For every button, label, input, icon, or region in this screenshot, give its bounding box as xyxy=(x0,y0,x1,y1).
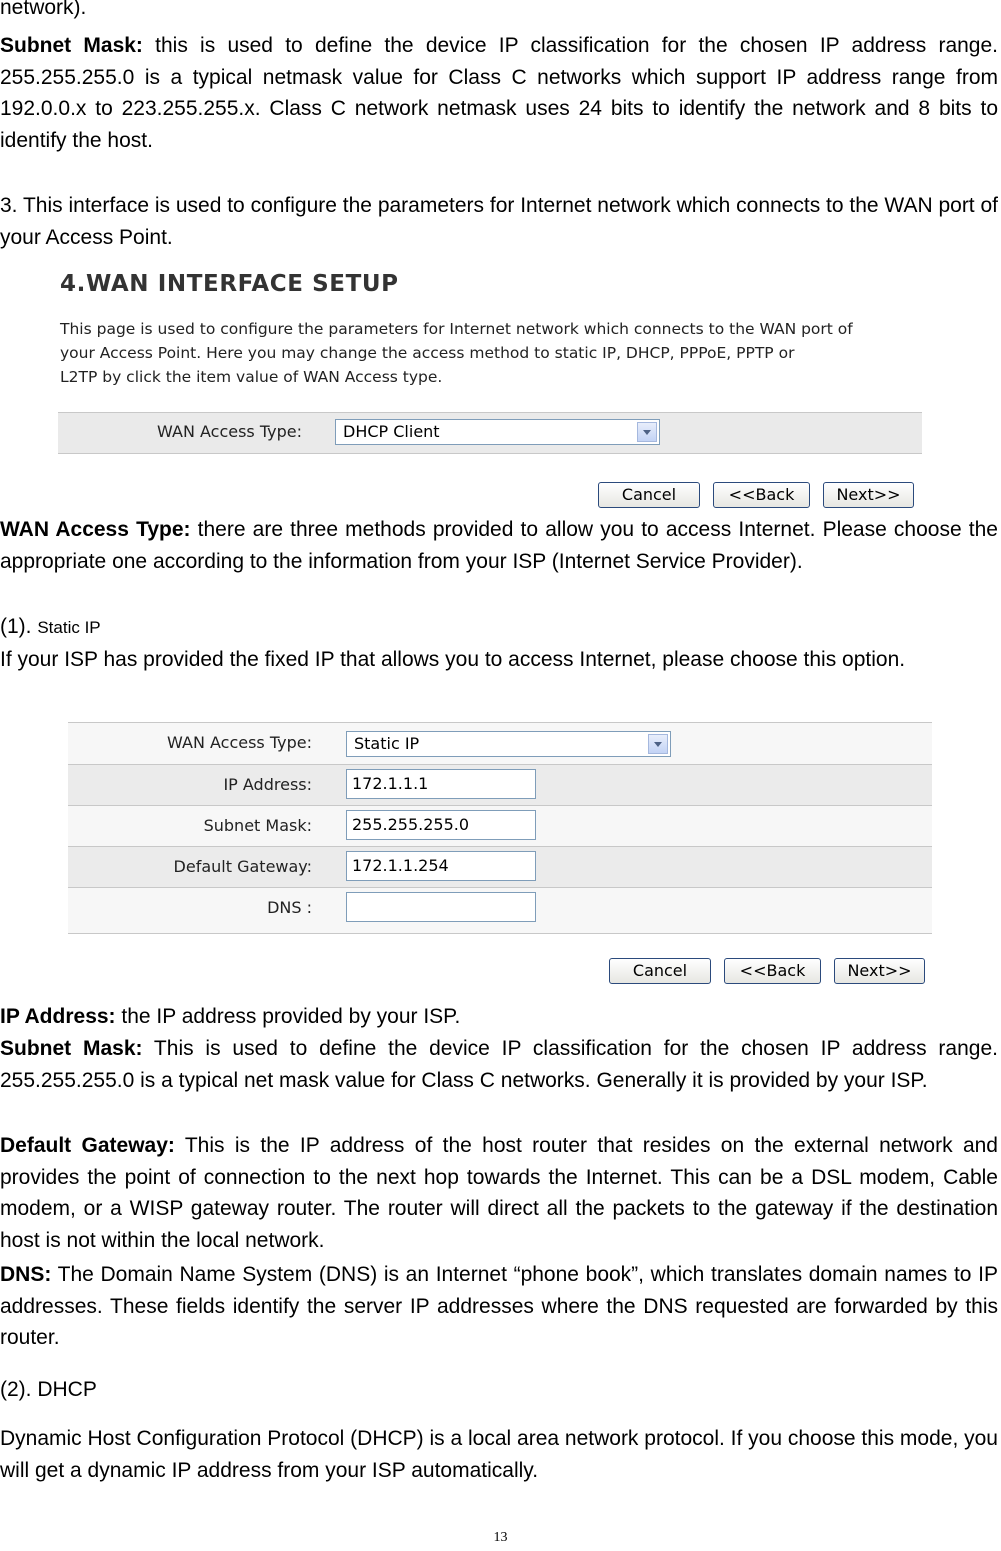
static-access-value: Static IP xyxy=(354,734,420,753)
ip-definition-text: the IP address provided by your ISP. xyxy=(115,1005,461,1028)
cancel-button[interactable]: Cancel xyxy=(609,958,711,984)
dns-input[interactable] xyxy=(346,892,536,922)
wan-setup-screenshot xyxy=(0,260,1001,510)
wan-type-paragraph xyxy=(0,514,998,577)
default-gateway-row xyxy=(68,846,932,889)
dns-definition xyxy=(0,1259,998,1354)
subnet-mask-label: Subnet Mask: xyxy=(203,816,312,835)
wan-desc-line-2: your Access Point. Here you may change the access method to static IP, DHCP, PPPoE, PPTP or xyxy=(60,344,795,362)
static-access-label: WAN Access Type: xyxy=(167,733,312,752)
page-number: 13 xyxy=(493,1530,508,1545)
dhcp-heading: (2). DHCP xyxy=(0,1378,97,1401)
dns-definition-text: The Domain Name System (DNS) is an Internet “phone book”, which translates domain names to IP addresses. These fields identify the server IP addresses where the DNS requested are forwarded by this router. xyxy=(0,1263,998,1349)
wan-desc-line-3: L2TP by click the item value of WAN Access type. xyxy=(60,368,443,386)
gateway-definition-label: Default Gateway: xyxy=(0,1134,175,1157)
mask-definition-label: Subnet Mask: xyxy=(0,1037,143,1060)
cancel-button[interactable]: Cancel xyxy=(598,482,700,508)
ip-address-input[interactable]: 172.1.1.1 xyxy=(346,769,536,799)
mask-definition-text: This is used to define the device IP classification for the chosen IP address range. 255.255.255.0 is a typical net mask value for Class C networks. Generally it is provided by your ISP. xyxy=(0,1037,998,1092)
dns-row xyxy=(68,887,932,934)
static-ip-screenshot xyxy=(0,720,1001,990)
wan-access-row xyxy=(58,412,922,454)
default-gateway-label: Default Gateway: xyxy=(173,857,312,876)
dhcp-description: Dynamic Host Configuration Protocol (DHCP) is a local area network protocol. If you choose this mode, you will get a dynamic IP address from your ISP automatically. xyxy=(0,1427,998,1482)
static-access-select[interactable] xyxy=(346,731,671,757)
gateway-definition-text: This is the IP address of the host router that resides on the external network and provides the point of connection to the next hop towards the Internet. This can be a DSL modem, Cable modem, or a WISP gateway router. The router will direct all the packets to the gateway if the destination host is not within the local network. xyxy=(0,1134,998,1252)
static-prefix: (1). xyxy=(0,615,38,638)
default-gateway-input[interactable]: 172.1.1.254 xyxy=(346,851,536,881)
next-button[interactable]: Next>> xyxy=(823,482,914,508)
wan-access-select[interactable] xyxy=(335,419,660,445)
subnet-mask-row xyxy=(68,805,932,848)
mask-definition xyxy=(0,1033,998,1096)
wan-type-text: there are three methods provided to allow you to access Internet. Please choose the appropriate one according to the information from your ISP (Internet Service Provider). xyxy=(0,518,998,573)
static-heading-text: Static IP xyxy=(37,618,101,637)
ip-definition-label: IP Address: xyxy=(0,1005,116,1028)
chevron-down-icon[interactable] xyxy=(648,734,668,754)
wan-setup-title: 4.WAN INTERFACE SETUP xyxy=(60,271,399,297)
back-button[interactable]: <<Back xyxy=(724,958,821,984)
chevron-down-icon[interactable] xyxy=(637,422,657,442)
static-description: If your ISP has provided the fixed IP that allows you to access Internet, please choose this option. xyxy=(0,648,906,671)
back-button[interactable]: <<Back xyxy=(713,482,810,508)
static-access-row xyxy=(68,722,932,766)
subnet-label: Subnet Mask: xyxy=(0,34,143,57)
wan-type-label: WAN Access Type: xyxy=(0,518,191,541)
subnet-mask-input[interactable]: 255.255.255.0 xyxy=(346,810,536,840)
wan-access-label: WAN Access Type: xyxy=(157,422,302,441)
wan-access-value: DHCP Client xyxy=(343,422,440,441)
intro-line: network). xyxy=(0,0,87,19)
ip-address-row xyxy=(68,764,932,807)
wan-setup-description xyxy=(60,317,940,389)
dns-definition-label: DNS: xyxy=(0,1263,52,1286)
subnet-text: this is used to define the device IP classification for the chosen IP address range. 255.255.255.0 is a typical netmask value for Class C networks which support IP address range from 192.0.0.x to 223.255.255.x. Class C network netmask uses 24 bits to identify the network and 8 bits to identify the host. xyxy=(0,34,998,152)
step3-paragraph: 3. This interface is used to configure the parameters for Internet network which connects to the WAN port of your Access Point. xyxy=(0,194,998,249)
subnet-paragraph xyxy=(0,30,998,156)
static-heading xyxy=(0,611,998,644)
ip-address-label: IP Address: xyxy=(223,775,312,794)
ip-definition xyxy=(0,1001,998,1033)
gateway-definition xyxy=(0,1130,998,1256)
wan-desc-line-1: This page is used to configure the parameters for Internet network which connects to the WAN port of xyxy=(60,320,853,338)
next-button[interactable]: Next>> xyxy=(834,958,925,984)
dns-label: DNS : xyxy=(267,898,312,917)
